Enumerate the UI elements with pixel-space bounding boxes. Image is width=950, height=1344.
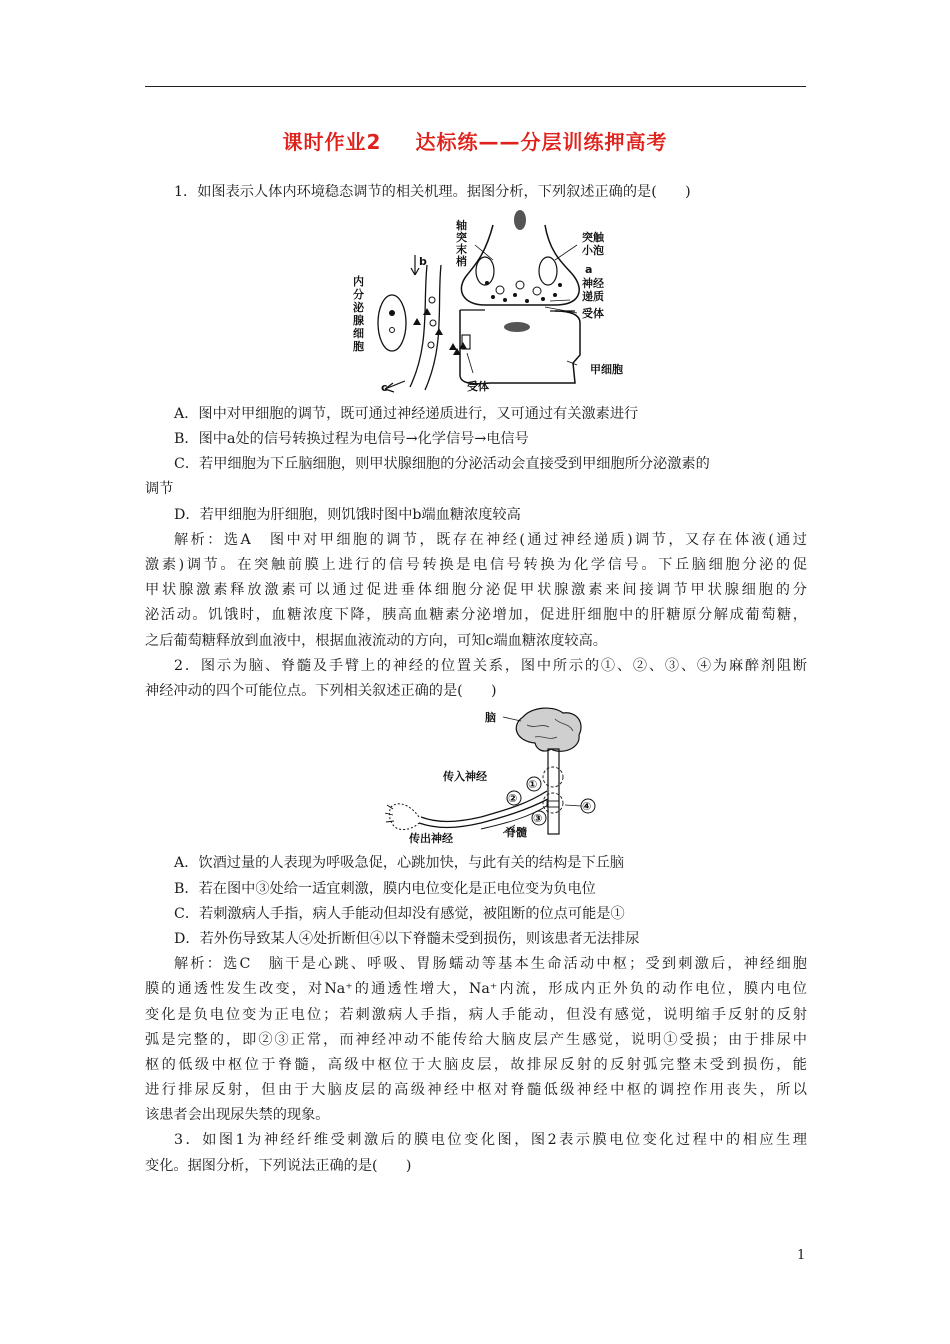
fig1-endo-6: 胞	[353, 340, 364, 353]
page-title	[0, 126, 950, 155]
q1-analysis-1: 解析：选A 图中对甲细胞的调节，既存在神经(通过神经递质)调节，又存在体液(通过	[174, 532, 807, 548]
fig1-receptor-top: 受体	[582, 307, 604, 320]
q1-analysis-4: 泌活动。饥饿时，血糖浓度下降，胰高血糖素分泌增加，促进肝细胞中的肝糖原分解成葡萄糖，	[145, 607, 807, 623]
fig1-nt-2: 递质	[582, 290, 604, 303]
fig2-efferent: 传出神经	[409, 832, 453, 845]
fig1-axon-3: 末	[456, 243, 467, 256]
q2-analysis-3: 变化是负电位变为正电位；若刺激病人手指，病人手能动，但没有感觉，说明缩手反射的反射	[145, 1007, 807, 1023]
q2-option-b: B．若在图中③处给一适宜刺激，膜内电位变化是正电位变为负电位	[174, 881, 596, 897]
q2-analysis-7: 该患者会出现尿失禁的现象。	[145, 1107, 330, 1123]
fig1-endo-3: 泌	[353, 301, 364, 314]
q3-stem-2: 变化。据图分析，下列说法正确的是( )	[145, 1158, 412, 1174]
fig1-endo-4: 腺	[353, 314, 364, 327]
fig2-brain: 脑	[485, 711, 496, 724]
fig1-cell-jia: 甲细胞	[590, 363, 623, 376]
q2-option-d: D．若外伤导致某人④处折断但④以下脊髓未受到损伤，则该患者无法排尿	[174, 931, 640, 947]
q2-analysis-2: 膜的通透性发生改变，对Na⁺的通透性增大，Na⁺内流，形成内正外负的动作电位，膜内电位	[145, 981, 807, 997]
q2-stem-2: 神经冲动的四个可能位点。下列相关叙述正确的是( )	[145, 683, 497, 699]
q1-option-c-cont: 调节	[145, 481, 174, 497]
title-part1: 课时作业2	[282, 130, 382, 154]
q1-analysis-2: 激素)调节。在突触前膜上进行的信号转换是电信号转换为化学信号。下丘脑细胞分泌的促	[145, 557, 807, 573]
q2-analysis-6: 进行排尿反射，但由于大脑皮层的高级神经中枢对脊髓低级神经中枢的调控作用丧失，所以	[145, 1082, 807, 1098]
q2-option-a: A．饮酒过量的人表现为呼吸急促，心跳加快，与此有关的结构是下丘脑	[174, 855, 625, 871]
fig1-c: c	[381, 381, 388, 394]
fig1-vesicle-2: 小泡	[582, 244, 604, 257]
fig1-endo-1: 内	[353, 275, 364, 288]
fig2-p2: ②	[508, 792, 518, 805]
fig2-p4: ④	[582, 800, 592, 813]
q2-analysis-5: 枢的低级中枢位于脊髓，高级中枢位于大脑皮层，故排尿反射的反射弧完整未受到损伤，能	[145, 1057, 807, 1073]
header-rule	[145, 86, 806, 87]
q2-figure	[385, 705, 615, 850]
fig1-vesicle-1: 突触	[582, 231, 604, 244]
fig2-p1: ①	[528, 778, 538, 791]
page-number: 1	[797, 1248, 806, 1263]
q2-option-c: C．若刺激病人手指，病人手能动但却没有感觉，被阻断的位点可能是①	[174, 906, 625, 922]
fig2-spinal: 脊髓	[505, 826, 527, 839]
fig1-endo-2: 分	[353, 288, 364, 301]
q1-option-a: A．图中对甲细胞的调节，既可通过神经递质进行，又可通过有关激素进行	[174, 406, 639, 422]
q1-figure	[345, 205, 645, 395]
fig1-b: b	[419, 255, 427, 268]
title-part2: 达标练——分层训练押高考	[415, 130, 668, 154]
fig1-receptor-bottom: 受体	[467, 380, 489, 393]
fig1-axon-2: 突	[456, 231, 467, 244]
q3-stem-1: 3．如图1为神经纤维受刺激后的膜电位变化图，图2表示膜电位变化过程中的相应生理	[174, 1132, 807, 1148]
fig1-a: a	[585, 263, 593, 276]
fig2-p3: ③	[533, 812, 543, 825]
fig2-afferent: 传入神经	[443, 770, 487, 783]
q1-analysis-5: 之后葡萄糖释放到血液中，根据血液流动的方向，可知c端血糖浓度较高。	[145, 633, 607, 649]
q2-analysis-1: 解析：选C 脑干是心跳、呼吸、胃肠蠕动等基本生命活动中枢；受到刺激后，神经细胞	[174, 956, 807, 972]
q1-option-d: D．若甲细胞为肝细胞，则饥饿时图中b端血糖浓度较高	[174, 507, 521, 523]
q2-stem-1: 2．图示为脑、脊髓及手臂上的神经的位置关系，图中所示的①、②、③、④为麻醉剂阻断	[174, 658, 807, 674]
q1-option-c: C．若甲细胞为下丘脑细胞，则甲状腺细胞的分泌活动会直接受到甲细胞所分泌激素的	[174, 456, 710, 472]
q1-option-b: B．图中a处的信号转换过程为电信号→化学信号→电信号	[174, 431, 529, 447]
fig1-nt-1: 神经	[582, 277, 604, 290]
fig1-endo-5: 细	[353, 327, 364, 340]
q1-stem: 1．如图表示人体内环境稳态调节的相关机理。据图分析，下列叙述正确的是( )	[174, 184, 691, 200]
fig1-axon-4: 梢	[456, 255, 467, 268]
fig1-axon-1: 轴	[456, 219, 467, 232]
q2-analysis-4: 弧是完整的，即②③正常，而神经冲动不能传给大脑皮层产生感觉，说明①受损；由于排尿中	[145, 1032, 807, 1048]
q1-analysis-3: 甲状腺激素释放激素可以通过促进垂体细胞分泌促甲状腺激素来间接调节甲状腺细胞的分	[145, 582, 807, 598]
